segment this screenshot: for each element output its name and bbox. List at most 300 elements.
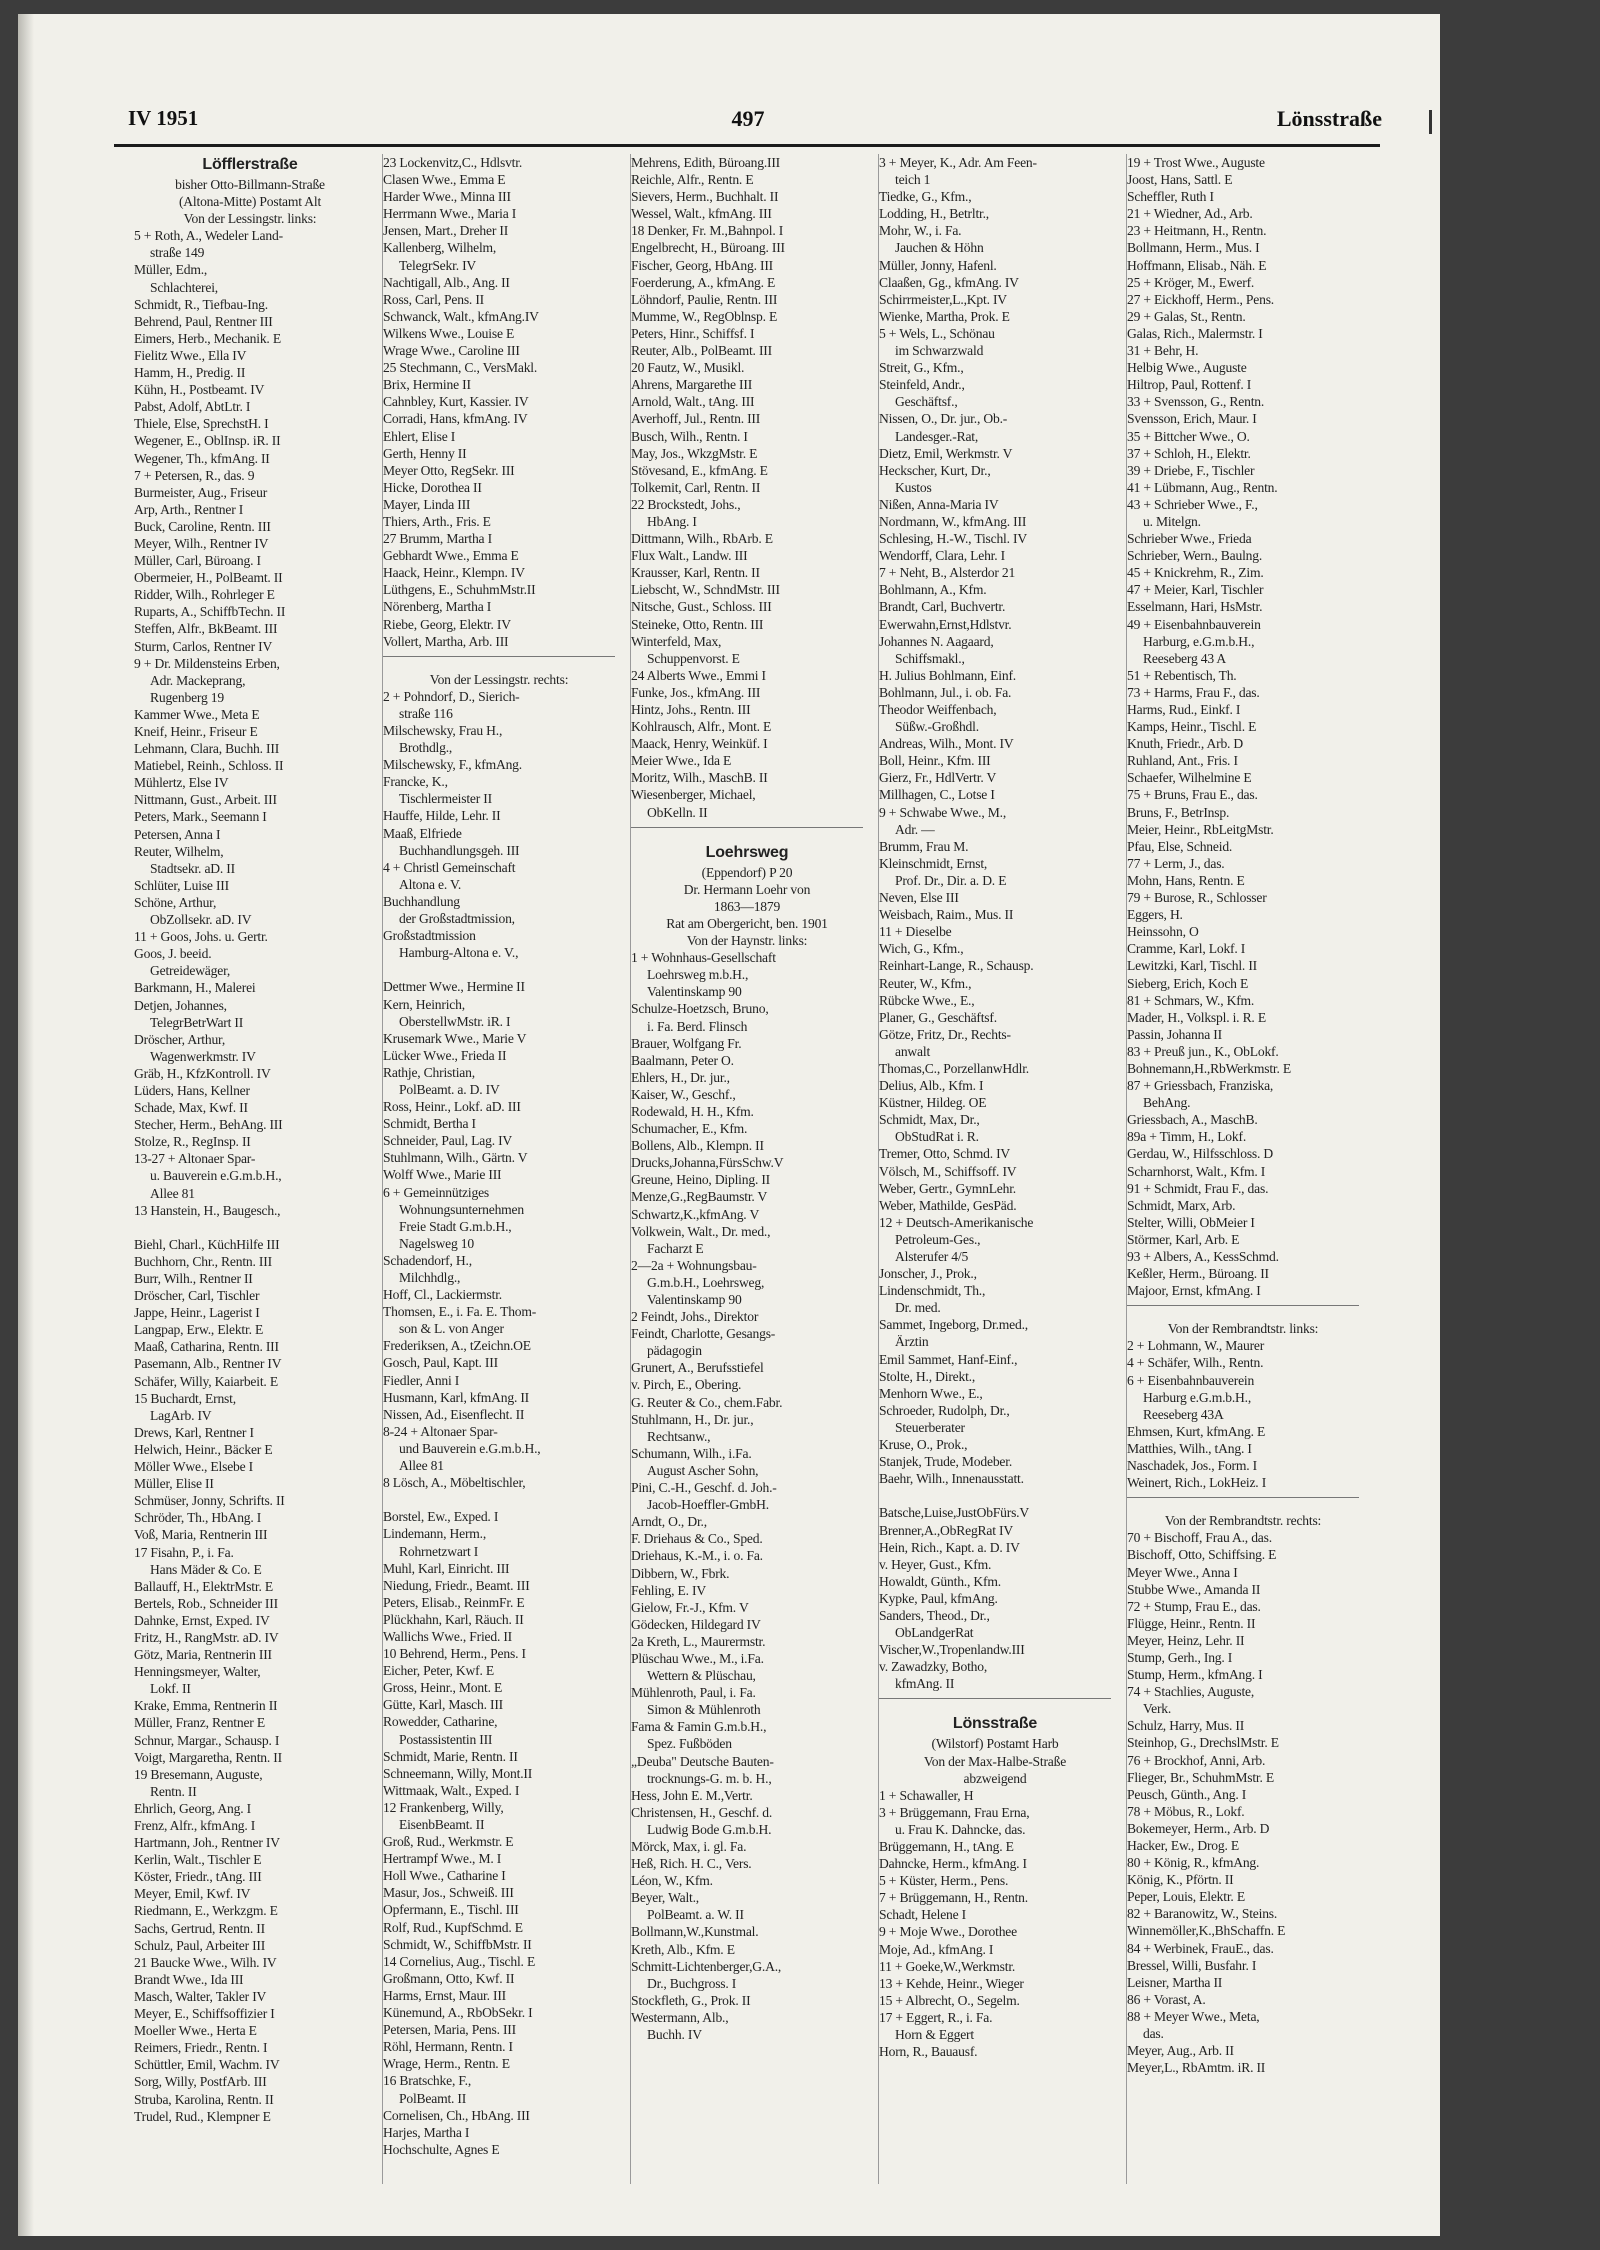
directory-entry: Griessbach, A., MaschB.	[1127, 1112, 1258, 1128]
directory-entry: Nissen, Ad., Eisenflecht. II	[383, 1406, 525, 1422]
directory-entry: Petersen, Anna I	[134, 826, 221, 842]
directory-entry: 83 + Preuß jun., K., ObLokf.	[1127, 1043, 1279, 1059]
directory-entry: 7 + Brüggemann, H., Rentn.	[879, 1890, 1028, 1906]
directory-entry: 47 + Meier, Karl, Tischler	[1127, 582, 1264, 598]
directory-entry: Tiedke, G., Kfm.,	[879, 189, 972, 205]
directory-entry: Schmidt, Marie, Rentn. II	[383, 1748, 518, 1764]
directory-entry: Nittmann, Gust., Arbeit. III	[134, 792, 277, 808]
directory-entry: OberstellwMstr. iR. I	[399, 1013, 511, 1029]
directory-entry: Schwanck, Walt., kfmAng.IV	[383, 308, 539, 324]
directory-entry: Kreth, Alb., Kfm. E	[631, 1941, 735, 1957]
directory-entry: 12 Frankenberg, Willy,	[383, 1799, 504, 1815]
directory-entry: Harms, Ernst, Maur. III	[383, 1987, 507, 2003]
directory-entry: Biehl, Charl., KüchHilfe III	[134, 1236, 280, 1252]
directory-entry: son & L. von Anger	[399, 1321, 504, 1337]
directory-entry: F. Driehaus & Co., Sped.	[631, 1531, 763, 1547]
directory-entry: Bressel, Willi, Busfahr. I	[1127, 1957, 1257, 1973]
directory-entry: Dr. Hermann Loehr von	[683, 881, 811, 897]
directory-entry: Bertels, Rob., Schneider III	[134, 1595, 278, 1611]
directory-entry: Volkwein, Walt., Dr. med.,	[631, 1223, 771, 1239]
directory-entry: Drucks,Johanna,FürsSchw.V	[631, 1155, 784, 1171]
directory-entry: Kallenberg, Wilhelm,	[383, 240, 497, 256]
directory-entry: 19 Bresemann, Auguste,	[134, 1766, 263, 1782]
directory-entry: Steinfeld, Andr.,	[879, 377, 965, 393]
directory-entry: Holl Wwe., Catharine I	[383, 1868, 506, 1884]
directory-entry: Rentn. II	[150, 1783, 197, 1799]
directory-entry: Voigt, Margaretha, Rentn. II	[134, 1749, 282, 1765]
directory-entry: ObStudRat i. R.	[895, 1129, 979, 1145]
directory-entry: Eimers, Herb., Mechanik. E	[134, 330, 281, 346]
directory-entry: Beyer, Walt.,	[631, 1890, 699, 1906]
directory-entry: Lewitzki, Karl, Tischl. II	[1127, 958, 1257, 974]
directory-entry: 82 + Baranowitz, W., Steins.	[1127, 1906, 1278, 1922]
directory-entry: Moje, Ad., kfmAng. I	[879, 1941, 994, 1957]
directory-entry: 91 + Schmidt, Frau F., das.	[1127, 1180, 1269, 1196]
directory-entry: Weber, Gertr., GymnLehr.	[879, 1180, 1017, 1196]
directory-entry: Rolf, Rud., KupfSchmd. E	[383, 1919, 523, 1935]
directory-entry: Jensen, Mart., Dreher II	[383, 223, 509, 239]
directory-entry: Landesger.-Rat,	[895, 428, 979, 444]
directory-entry: Schadt, Helene I	[879, 1907, 967, 1923]
directory-entry: Winnemöller,K.,BhSchaffn. E	[1127, 1923, 1286, 1939]
directory-entry: Horn, R., Bauausf.	[879, 2044, 978, 2060]
directory-entry: Reichle, Alfr., Rentn. E	[631, 172, 754, 188]
directory-entry: 6 + Eisenbahnbauverein	[1127, 1372, 1255, 1388]
directory-entry: Schroeder, Rudolph, Dr.,	[879, 1402, 1010, 1418]
directory-entry: 70 + Bischoff, Frau A., das.	[1127, 1530, 1272, 1546]
directory-entry: 3 + Meyer, K., Adr. Am Feen-	[879, 155, 1037, 170]
directory-entry: Hochschulte, Agnes E	[383, 2141, 500, 2157]
directory-entry: Stadtsekr. aD. II	[150, 860, 235, 876]
directory-entry: Lücker Wwe., Frieda II	[383, 1047, 507, 1063]
directory-entry: Sammet, Ingeborg, Dr.med.,	[879, 1317, 1028, 1333]
directory-entry: Nissen, O., Dr. jur., Ob.-	[879, 411, 1008, 427]
directory-entry: 11 + Dieselbe	[879, 924, 952, 940]
directory-entry: Bollens, Alb., Klempn. II	[631, 1138, 764, 1154]
directory-entry: Baehr, Wilh., Innenausstatt.	[879, 1471, 1024, 1487]
directory-entry: Nörenberg, Martha I	[383, 599, 492, 615]
directory-entry: Mehrens, Edith, Büroang.III	[631, 155, 781, 170]
directory-entry: Stubbe Wwe., Amanda II	[1127, 1581, 1261, 1597]
directory-entry: Gross, Heinr., Mont. E	[383, 1680, 503, 1696]
directory-entry: Künemund, A., RbObSekr. I	[383, 2005, 533, 2021]
directory-entry: Rodewald, H. H., Kfm.	[631, 1103, 754, 1119]
directory-entry: Cahnbley, Kurt, Kassier. IV	[383, 394, 529, 410]
directory-entry: 2—2a + Wohnungsbau-	[631, 1257, 757, 1273]
directory-entry: 6 + Gemeinnütziges	[383, 1184, 489, 1200]
directory-entry: Milschewsky, Frau H.,	[383, 723, 503, 738]
directory-entry: Bollmann, Herm., Mus. I	[1127, 240, 1260, 256]
directory-entry: 2 Feindt, Johs., Direktor	[631, 1309, 759, 1325]
directory-entry: Peters, Mark., Seemann I	[134, 809, 267, 825]
directory-entry: Winterfeld, Max,	[631, 633, 722, 649]
directory-entry: Barkmann, H., Malerei	[134, 980, 256, 996]
directory-entry: Müller, Elise II	[134, 1476, 214, 1492]
directory-entry: Wegener, Th., kfmAng. II	[134, 450, 270, 466]
directory-entry: Dröscher, Arthur,	[134, 1031, 226, 1047]
directory-entry: Schmidt, Max, Dr.,	[879, 1112, 980, 1128]
directory-entry: Hamburg-Altona e. V.,	[399, 945, 519, 961]
directory-entry: Meyer, Heinz, Lehr. II	[1127, 1632, 1245, 1648]
directory-entry: 5 + Wels, L., Schönau	[879, 325, 995, 341]
directory-entry: Müller, Edm.,	[134, 262, 208, 278]
directory-entry: Liebscht, W., SchndMstr. III	[631, 582, 780, 598]
directory-entry: 9 + Dr. Mildensteins Erben,	[134, 655, 280, 671]
directory-entry: Fritz, H., RangMstr. aD. IV	[134, 1629, 279, 1645]
directory-entry: Naschadek, Jos., Form. I	[1127, 1458, 1257, 1474]
directory-entry: Harms, Rud., Einkf. I	[1127, 702, 1241, 717]
directory-entry: Rowedder, Catharine,	[383, 1714, 498, 1730]
directory-entry: Meier, Heinr., RbLeitgMstr.	[1127, 821, 1274, 837]
directory-entry: Sievers, Herm., Buchhalt. II	[631, 189, 779, 205]
directory-entry: 89a + Timm, H., Lokf.	[1127, 1129, 1247, 1145]
directory-entry: Weisbach, Raim., Mus. II	[879, 907, 1014, 923]
directory-entry: Von der Rembrandtstr. rechts:	[1164, 1513, 1322, 1529]
directory-entry: Bohlmann, Jul., i. ob. Fa.	[879, 684, 1012, 700]
directory-entry: Hamm, H., Predig. II	[134, 365, 246, 381]
directory-entry: Frederiksen, A., tZeichn.OE	[383, 1338, 531, 1354]
directory-entry: Majoor, Ernst, kfmAng. I	[1127, 1283, 1261, 1299]
directory-entry: pädagogin	[647, 1343, 702, 1359]
directory-entry: Prof. Dr., Dir. a. D. E	[895, 872, 1007, 888]
directory-entry: Ehlers, H., Dr. jur.,	[631, 1069, 730, 1085]
directory-entry: Von der Rembrandtstr. links:	[1167, 1321, 1319, 1337]
directory-entry: Schulze-Hoetzsch, Bruno,	[631, 1001, 769, 1017]
directory-entry: 24 Alberts Wwe., Emmi I	[631, 667, 766, 683]
directory-entry: Rübcke Wwe., E.,	[879, 992, 975, 1008]
directory-entry: G. Reuter & Co., chem.Fabr.	[631, 1394, 783, 1410]
directory-entry: Kühn, H., Postbeamt. IV	[134, 382, 265, 398]
directory-entry: Gerdau, W., Hilfsschloss. D	[1127, 1146, 1274, 1162]
directory-entry: Krusemark Wwe., Marie V	[383, 1030, 527, 1046]
directory-entry: Rohrnetzwart I	[399, 1543, 479, 1559]
directory-entry: anwalt	[895, 1043, 931, 1059]
directory-entry: Rat am Obergericht, ben. 1901	[666, 915, 828, 931]
directory-entry: Goos, J. beeid.	[134, 946, 212, 962]
directory-entry: 4 + Schäfer, Wilh., Rentn.	[1127, 1355, 1264, 1371]
header-page-number: 497	[731, 106, 765, 131]
directory-entry: Peters, Hinr., Schiffsf. I	[631, 325, 755, 341]
directory-entry: Ärztin	[895, 1334, 929, 1350]
directory-entry: 4 + Christl Gemeinschaft	[383, 859, 516, 875]
directory-entry: Mühlertz, Else IV	[134, 775, 229, 791]
directory-entry: u. Mitelgn.	[1143, 513, 1201, 529]
directory-entry: Obermeier, H., PolBeamt. II	[134, 570, 283, 586]
directory-entry: Schüttler, Emil, Wachm. IV	[134, 2057, 280, 2073]
directory-entry: Gödecken, Hildegard IV	[631, 1616, 761, 1632]
directory-column-3	[630, 154, 863, 2184]
directory-entry: Dibbern, W., Fbrk.	[631, 1565, 730, 1581]
directory-entry: Großstadtmission	[383, 928, 476, 944]
directory-entry: Husmann, Karl, kfmAng. II	[383, 1389, 530, 1405]
directory-entry	[383, 1491, 615, 1508]
directory-entry: Wallichs Wwe., Fried. II	[383, 1628, 512, 1644]
directory-entry: Freie Stadt G.m.b.H.,	[399, 1218, 512, 1234]
directory-entry: Von der Lessingstr. links:	[183, 211, 317, 227]
directory-entry: 14 Cornelius, Aug., Tischl. E	[383, 1953, 536, 1969]
directory-entry: Schmidt, W., SchiffbMstr. II	[383, 1936, 532, 1952]
directory-entry: Allee 81	[399, 1458, 444, 1474]
directory-entry: Dr., Buchgross. I	[647, 1975, 737, 1991]
directory-entry: Thiele, Else, SprechstH. I	[134, 416, 269, 432]
directory-entry: Müller, Carl, Büroang. I	[134, 553, 261, 569]
directory-entry: Müller, Franz, Rentner E	[134, 1715, 265, 1731]
directory-entry: Wolff Wwe., Marie III	[383, 1167, 502, 1183]
directory-entry: Clasen Wwe., Emma E	[383, 172, 506, 188]
directory-entry: Joost, Hans, Sattl. E	[1127, 172, 1233, 188]
directory-entry: Reuter, Wilhelm,	[134, 843, 224, 859]
directory-entry: Götz, Maria, Rentnerin III	[134, 1647, 272, 1663]
directory-entry: Schmidt, Marx, Arb.	[1127, 1197, 1236, 1213]
directory-entry: Postassistentin III	[399, 1731, 493, 1747]
directory-entry: HbAng. I	[647, 513, 697, 529]
directory-entry: Ridder, Wilh., Rohrleger E	[134, 587, 275, 603]
directory-entry: 13 + Kehde, Heinr., Wieger	[879, 1975, 1024, 1991]
directory-entry: Valentinskamp 90	[647, 1292, 742, 1307]
directory-entry: Scharnhorst, Walt., Kfm. I	[1127, 1163, 1266, 1179]
directory-entry: Opfermann, E., Tischl. III	[383, 1902, 519, 1918]
directory-entry: 1 + Schawaller, H	[879, 1787, 974, 1803]
directory-column-2	[382, 154, 615, 2184]
directory-entry: und Bauverein e.G.m.b.H.,	[399, 1440, 541, 1456]
directory-entry: Burmeister, Aug., Friseur	[134, 484, 268, 500]
directory-entry: 1 + Wohnhaus-Gesellschaft	[631, 950, 776, 966]
directory-entry: Schrieber Wwe., Frieda	[1127, 531, 1252, 547]
directory-entry: straße 116	[399, 705, 453, 721]
directory-entry: (Altona-Mitte) Postamt Alt	[178, 194, 322, 210]
directory-entry: 23 Lockenvitz,C., Hdlsvtr.	[383, 155, 523, 170]
directory-entry: Adr. Mackeprang,	[150, 672, 246, 688]
directory-entry: Behrend, Paul, Rentner III	[134, 313, 273, 329]
directory-entry: Flux Walt., Landw. III	[631, 548, 748, 564]
directory-entry: Verk.	[1143, 1701, 1172, 1717]
directory-entry: kfmAng. II	[895, 1676, 955, 1692]
directory-entry: Vischer,W.,Tropenlandw.III	[879, 1642, 1025, 1658]
directory-entry: Frenz, Alfr., kfmAng. I	[134, 1818, 256, 1833]
directory-entry: Svensson, Erich, Maur. I	[1127, 411, 1257, 427]
directory-entry: straße 149	[150, 245, 205, 261]
directory-entry: 11 + Goeke,W.,Werkmstr.	[879, 1958, 1016, 1974]
directory-entry: 10 Behrend, Herm., Pens. I	[383, 1646, 526, 1662]
directory-entry: Batsche,Luise,JustObFürs.V	[879, 1505, 1029, 1521]
directory-entry: Meyer,L., RbAmtm. iR. II	[1127, 2060, 1266, 2076]
directory-entry: Schmüser, Jonny, Schrifts. II	[134, 1493, 285, 1509]
directory-entry: trocknungs-G. m. b. H.,	[647, 1770, 772, 1786]
directory-entry: Lüders, Hans, Kellner	[134, 1082, 250, 1098]
directory-entry: Hacker, Ew., Drog. E	[1127, 1838, 1239, 1853]
directory-entry: 16 Bratschke, F.,	[383, 2073, 472, 2089]
directory-entry: Facharzt E	[647, 1240, 704, 1256]
directory-entry: Süßw.-Großhdl.	[895, 719, 979, 735]
directory-entry: 21 + Wiedner, Ad., Arb.	[1127, 206, 1253, 222]
directory-entry: Matthies, Wilh., tAng. I	[1127, 1440, 1252, 1456]
directory-entry: 73 + Harms, Frau F., das.	[1127, 684, 1260, 700]
header-street-range: Lönsstraße	[1276, 106, 1382, 131]
directory-entry: Kaiser, W., Geschf.,	[631, 1086, 736, 1102]
directory-entry: Masch, Walter, Takler IV	[134, 1988, 267, 2004]
directory-entry: Dettmer Wwe., Hermine II	[383, 979, 525, 995]
directory-entry	[383, 961, 615, 978]
directory-entry: Schuppenvorst. E	[647, 650, 740, 666]
directory-entry: u. Frau K. Dahncke, das.	[895, 1821, 1026, 1837]
directory-entry: Küstner, Hildeg. OE	[879, 1095, 987, 1111]
directory-entry: Lokf. II	[150, 1681, 191, 1697]
directory-entry: Von der Lessingstr. rechts:	[429, 671, 569, 687]
directory-entry: Kamps, Heinr., Tischl. E	[1127, 719, 1257, 735]
directory-entry: Reeseberg 43A	[1143, 1406, 1224, 1422]
directory-entry: Bischoff, Otto, Schiffsing. E	[1127, 1547, 1277, 1563]
directory-entry: Völsch, M., Schiffsoff. IV	[879, 1163, 1017, 1179]
directory-entry: Schulz, Harry, Mus. II	[1127, 1718, 1245, 1734]
directory-entry: Bokemeyer, Herm., Arb. D	[1127, 1820, 1270, 1836]
directory-entry: Plückhahn, Karl, Räuch. II	[383, 1611, 524, 1627]
directory-entry: Flügge, Heinr., Rentn. II	[1127, 1615, 1256, 1631]
directory-entry: 18 Denker, Fr. M.,Bahnpol. I	[631, 223, 784, 239]
directory-entry: Alsterufer 4/5	[895, 1249, 969, 1264]
directory-page	[18, 14, 1440, 2236]
directory-entry: Stövesand, E., kfmAng. E	[631, 462, 768, 478]
directory-entry: Thomsen, E., i. Fa. E. Thom-	[383, 1304, 537, 1320]
directory-entry: Arp, Arth., Rentner I	[134, 501, 244, 517]
directory-entry: Ehmsen, Kurt, kfmAng. E	[1127, 1423, 1266, 1439]
directory-entry: Tolkemit, Carl, Rentn. II	[631, 479, 761, 495]
directory-entry: Nitsche, Gust., Schloss. III	[631, 599, 772, 615]
directory-entry: Gielow, Fr.-J., Kfm. V	[631, 1599, 749, 1615]
directory-entry: Baalmann, Peter O.	[631, 1052, 734, 1068]
directory-entry: Riedmann, E., Werkzgm. E	[134, 1903, 278, 1919]
directory-entry: Thiers, Arth., Fris. E	[383, 513, 491, 529]
directory-entry: Mumme, W., RegOblnsp. E	[631, 308, 778, 324]
directory-entry: Cramme, Karl, Lokf. I	[1127, 941, 1246, 957]
directory-entry: Stanjek, Trude, Modeber.	[879, 1454, 1013, 1470]
directory-entry: Nagelsweg 10	[399, 1235, 474, 1251]
directory-entry: Rathje, Christian,	[383, 1064, 475, 1080]
directory-entry: Ross, Carl, Pens. II	[383, 291, 484, 307]
directory-entry: Weber, Mathilde, GesPäd.	[879, 1197, 1017, 1213]
directory-entry: teich 1	[895, 172, 931, 188]
directory-entry: 93 + Albers, A., KessSchmd.	[1127, 1249, 1279, 1264]
directory-entry: Menze,G.,RegBaumstr. V	[631, 1189, 768, 1205]
directory-entry: Reuter, Alb., PolBeamt. III	[631, 343, 772, 359]
directory-entry: Hoff, Cl., Lackiermstr.	[383, 1287, 502, 1303]
directory-entry: Thomas,C., PorzellanwHdlr.	[879, 1060, 1029, 1076]
directory-entry: Meyer Wwe., Anna I	[1127, 1564, 1238, 1580]
directory-entry: ObKelln. II	[647, 804, 708, 820]
directory-entry: Hiltrop, Paul, Rottenf. I	[1127, 377, 1252, 393]
directory-entry: Neven, Else III	[879, 890, 959, 906]
directory-entry: Flieger, Br., SchuhmMstr. E	[1127, 1769, 1274, 1785]
directory-entry: Kleinschmidt, Ernst,	[879, 855, 988, 871]
directory-entry: Bruns, F., BetrInsp.	[1127, 804, 1230, 820]
directory-entry: Wagenwerkmstr. IV	[150, 1048, 256, 1064]
directory-entry: 86 + Vorast, A.	[1127, 1991, 1206, 2007]
directory-entry: Meyer, Wilh., Rentner IV	[134, 535, 269, 551]
directory-entry: Struba, Karolina, Rentn. II	[134, 2091, 274, 2107]
directory-entry	[879, 1698, 1111, 1713]
directory-entry: Engelbrecht, H., Büroang. III	[631, 240, 785, 256]
directory-entry: Riebe, Georg, Elektr. IV	[383, 616, 511, 632]
directory-entry: Nachtigall, Alb., Ang. II	[383, 274, 510, 290]
directory-entry: abzweigend	[963, 1770, 1027, 1786]
directory-entry: 9 + Schwabe Wwe., M.,	[879, 804, 1007, 820]
directory-entry: Foerderung, A., kfmAng. E	[631, 274, 776, 290]
directory-entry: Sorg, Willy, PostfArb. III	[134, 2074, 267, 2090]
directory-entry: Nordmann, W., kfmAng. III	[879, 513, 1027, 529]
directory-entry: Pasemann, Alb., Rentner IV	[134, 1356, 282, 1372]
directory-entry: 17 + Eggert, R., i. Fa.	[879, 2009, 993, 2025]
directory-entry: Henningsmeyer, Walter,	[134, 1664, 261, 1680]
directory-entry: Helwich, Heinr., Bäcker E	[134, 1441, 273, 1457]
directory-entry: 5 + Küster, Herm., Pens.	[879, 1873, 1009, 1889]
directory-entry: Léon, W., Kfm.	[631, 1873, 713, 1889]
directory-entry: Schlesing, H.-W., Tischl. IV	[879, 531, 1027, 547]
directory-entry: Gerth, Henny II	[383, 445, 467, 461]
directory-entry: Herrmann Wwe., Maria I	[383, 206, 517, 222]
directory-entry: Wendorff, Clara, Lehr. I	[879, 548, 1005, 564]
directory-entry: Muhl, Karl, Einricht. III	[383, 1560, 510, 1576]
directory-entry: Kruse, O., Prok.,	[879, 1437, 968, 1453]
directory-entry: Busch, Wilh., Rentn. I	[631, 428, 748, 444]
directory-entry: Krake, Emma, Rentnerin II	[134, 1698, 278, 1714]
street-heading: Löfflerstraße	[202, 156, 298, 173]
directory-entry: 37 + Schloh, H., Elektr.	[1127, 445, 1251, 461]
directory-entry: Reeseberg 43 A	[1143, 650, 1227, 666]
directory-entry: 27 Brumm, Martha I	[383, 531, 492, 547]
directory-entry: Wiesenberger, Michael,	[631, 787, 756, 803]
directory-entry: 2 + Lohmann, W., Maurer	[1127, 1338, 1265, 1354]
directory-entry: Leisner, Martha II	[1127, 1974, 1223, 1990]
directory-entry: 13 Hanstein, H., Baugesch.,	[134, 1202, 281, 1218]
directory-entry: Köster, Friedr., tAng. III	[134, 1869, 262, 1885]
directory-entry: Corradi, Hans, kfmAng. IV	[383, 411, 528, 427]
directory-entry: Spez. Fußböden	[647, 1736, 732, 1752]
directory-entry: 11 + Goos, Johs. u. Gertr.	[134, 929, 268, 945]
directory-entry: 49 + Eisenbahnbauverein	[1127, 616, 1261, 632]
directory-entry: Claaßen, Gg., kfmAng. IV	[879, 274, 1019, 290]
directory-entry: Valentinskamp 90	[647, 984, 742, 1000]
directory-entry: Kustos	[895, 479, 932, 495]
directory-entry: Wettern & Plüschau,	[647, 1668, 756, 1684]
directory-entry: (Eppendorf) P 20	[701, 864, 793, 880]
directory-entry: 20 Fautz, W., Musikl.	[631, 360, 745, 376]
directory-entry: 87 + Griessbach, Franziska,	[1127, 1078, 1274, 1094]
directory-entry: Schröder, Th., HbAng. I	[134, 1510, 262, 1526]
directory-entry: 25 + Kröger, M., Ewerf.	[1127, 274, 1255, 290]
directory-entry: 77 + Lerm, J., das.	[1127, 855, 1225, 871]
directory-entry: Steineke, Otto, Rentn. III	[631, 616, 764, 632]
directory-entry: 23 + Heitmann, H., Rentn.	[1127, 223, 1267, 239]
page-header	[114, 106, 1382, 140]
directory-entry: Borstel, Ew., Exped. I	[383, 1509, 499, 1525]
directory-entry: Hoffmann, Elisab., Näh. E	[1127, 257, 1267, 273]
directory-entry: Millhagen, C., Lotse I	[879, 787, 995, 803]
directory-entry: Fischer, Georg, HbAng. III	[631, 257, 773, 273]
directory-entry: 13-27 + Altonaer Spar-	[134, 1151, 256, 1167]
directory-entry: Boll, Heinr., Kfm. III	[879, 753, 991, 769]
directory-entry: 78 + Möbus, R., Lokf.	[1127, 1803, 1245, 1819]
directory-entry: Bollmann,W.,Kunstmal.	[631, 1924, 759, 1940]
directory-entry: Sieberg, Erich, Koch E	[1127, 975, 1249, 991]
header-rule	[114, 144, 1380, 147]
directory-entry: Röhl, Hermann, Rentn. I	[383, 2039, 513, 2055]
directory-entry: Heß, Rich. H. C., Vers.	[631, 1856, 752, 1872]
directory-entry: Kammer Wwe., Meta E	[134, 706, 260, 722]
directory-entry: Schade, Max, Kwf. II	[134, 1100, 248, 1116]
directory-entry: 5 + Roth, A., Wedeler Land-	[134, 228, 283, 244]
directory-entry: 19 + Trost Wwe., Auguste	[1127, 155, 1265, 170]
directory-entry: 31 + Behr, H.	[1127, 343, 1199, 359]
directory-entry: Gebhardt Wwe., Emma E	[383, 548, 519, 564]
